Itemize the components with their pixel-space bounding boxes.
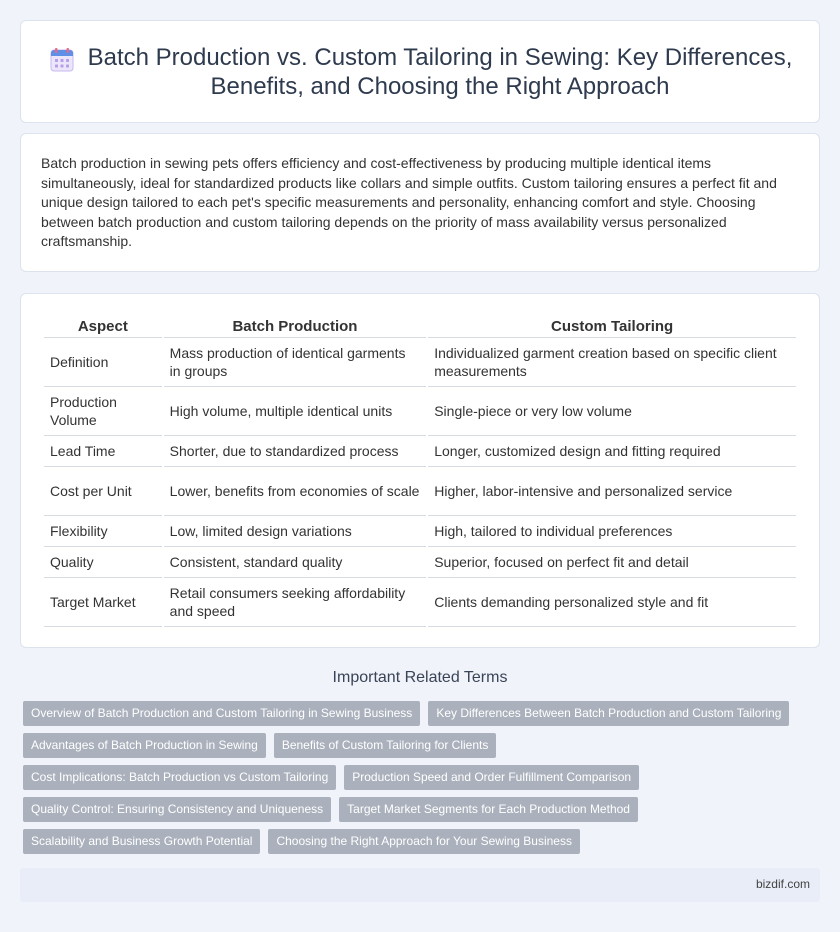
cell-batch: High volume, multiple identical units [164, 387, 427, 436]
cell-batch: Low, limited design variations [164, 516, 427, 547]
title-card [20, 20, 820, 123]
tag-row [23, 765, 639, 790]
intro-paragraph: Batch production in sewing pets offers efficiency and cost-effectiveness by producing multiple identical items simultaneously, ideal for standardized products like collars and simple outfits. Custom tailoring ensures a perfect fit and unique design tailored to each pet's specific measurements and personality, enhancing comfort and style. Choosing between batch production and custom tailoring depends on the priority of mass availability versus personalized craftsmanship. [41, 155, 777, 249]
related-term-tag[interactable]: Benefits of Custom Tailoring for Clients [274, 733, 497, 758]
related-term-tag[interactable]: Advantages of Batch Production in Sewing [23, 733, 266, 758]
tag-row [23, 829, 580, 854]
related-term-tag[interactable]: Overview of Batch Production and Custom Tailoring in Sewing Business [23, 701, 420, 726]
related-term-tag[interactable]: Key Differences Between Batch Production and Custom Tailoring [428, 701, 789, 726]
footer-site-link[interactable]: bizdif.com [755, 877, 810, 891]
cell-aspect: Flexibility [44, 516, 162, 547]
comparison-table-card [20, 293, 820, 648]
table-row [44, 467, 796, 516]
header-batch-production: Batch Production [164, 315, 427, 338]
footer [20, 868, 820, 902]
comparison-table [42, 315, 798, 627]
cell-batch: Mass production of identical garments in groups [164, 338, 427, 387]
cell-custom: Longer, customized design and fitting required [428, 436, 796, 467]
cell-batch: Lower, benefits from economies of scale [164, 467, 427, 516]
cell-custom: Higher, labor-intensive and personalized service [428, 467, 796, 516]
page-title: Batch Production vs. Custom Tailoring in Sewing: Key Differences, Benefits, and Choosing the Right Approach [87, 43, 793, 100]
related-term-tag[interactable]: Target Market Segments for Each Production Method [339, 797, 638, 822]
cell-aspect: Definition [44, 338, 162, 387]
tag-row [23, 797, 638, 822]
cell-aspect: Cost per Unit [44, 467, 162, 516]
table-row [44, 578, 796, 627]
related-term-tag[interactable]: Cost Implications: Batch Production vs Custom Tailoring [23, 765, 336, 790]
related-term-tag[interactable]: Quality Control: Ensuring Consistency and Uniqueness [23, 797, 331, 822]
cell-aspect: Lead Time [44, 436, 162, 467]
cell-batch: Retail consumers seeking affordability and speed [164, 578, 427, 627]
intro-card [20, 133, 820, 272]
related-terms-title: Important Related Terms [332, 669, 508, 686]
title-wrap [21, 21, 819, 122]
related-term-tag[interactable]: Choosing the Right Approach for Your Sewing Business [268, 829, 580, 854]
cell-custom: Single-piece or very low volume [428, 387, 796, 436]
cell-custom: High, tailored to individual preferences [428, 516, 796, 547]
table-row [44, 547, 796, 578]
cell-batch: Shorter, due to standardized process [164, 436, 427, 467]
cell-aspect: Target Market [44, 578, 162, 627]
cell-custom: Clients demanding personalized style and fit [428, 578, 796, 627]
cell-batch: Consistent, standard quality [164, 547, 427, 578]
table-row [44, 516, 796, 547]
header-custom-tailoring: Custom Tailoring [428, 315, 796, 338]
table-header-row [44, 315, 796, 338]
cell-aspect: Quality [44, 547, 162, 578]
header-aspect: Aspect [44, 315, 162, 338]
table-row [44, 436, 796, 467]
tag-row [23, 701, 789, 726]
related-term-tag[interactable]: Production Speed and Order Fulfillment Comparison [344, 765, 639, 790]
related-term-tag[interactable]: Scalability and Business Growth Potential [23, 829, 260, 854]
cell-custom: Superior, focused on perfect fit and detail [428, 547, 796, 578]
table-row [44, 338, 796, 387]
table-row [44, 387, 796, 436]
cell-aspect: Production Volume [44, 387, 162, 436]
cell-custom: Individualized garment creation based on specific client measurements [428, 338, 796, 387]
tag-row [23, 733, 496, 758]
